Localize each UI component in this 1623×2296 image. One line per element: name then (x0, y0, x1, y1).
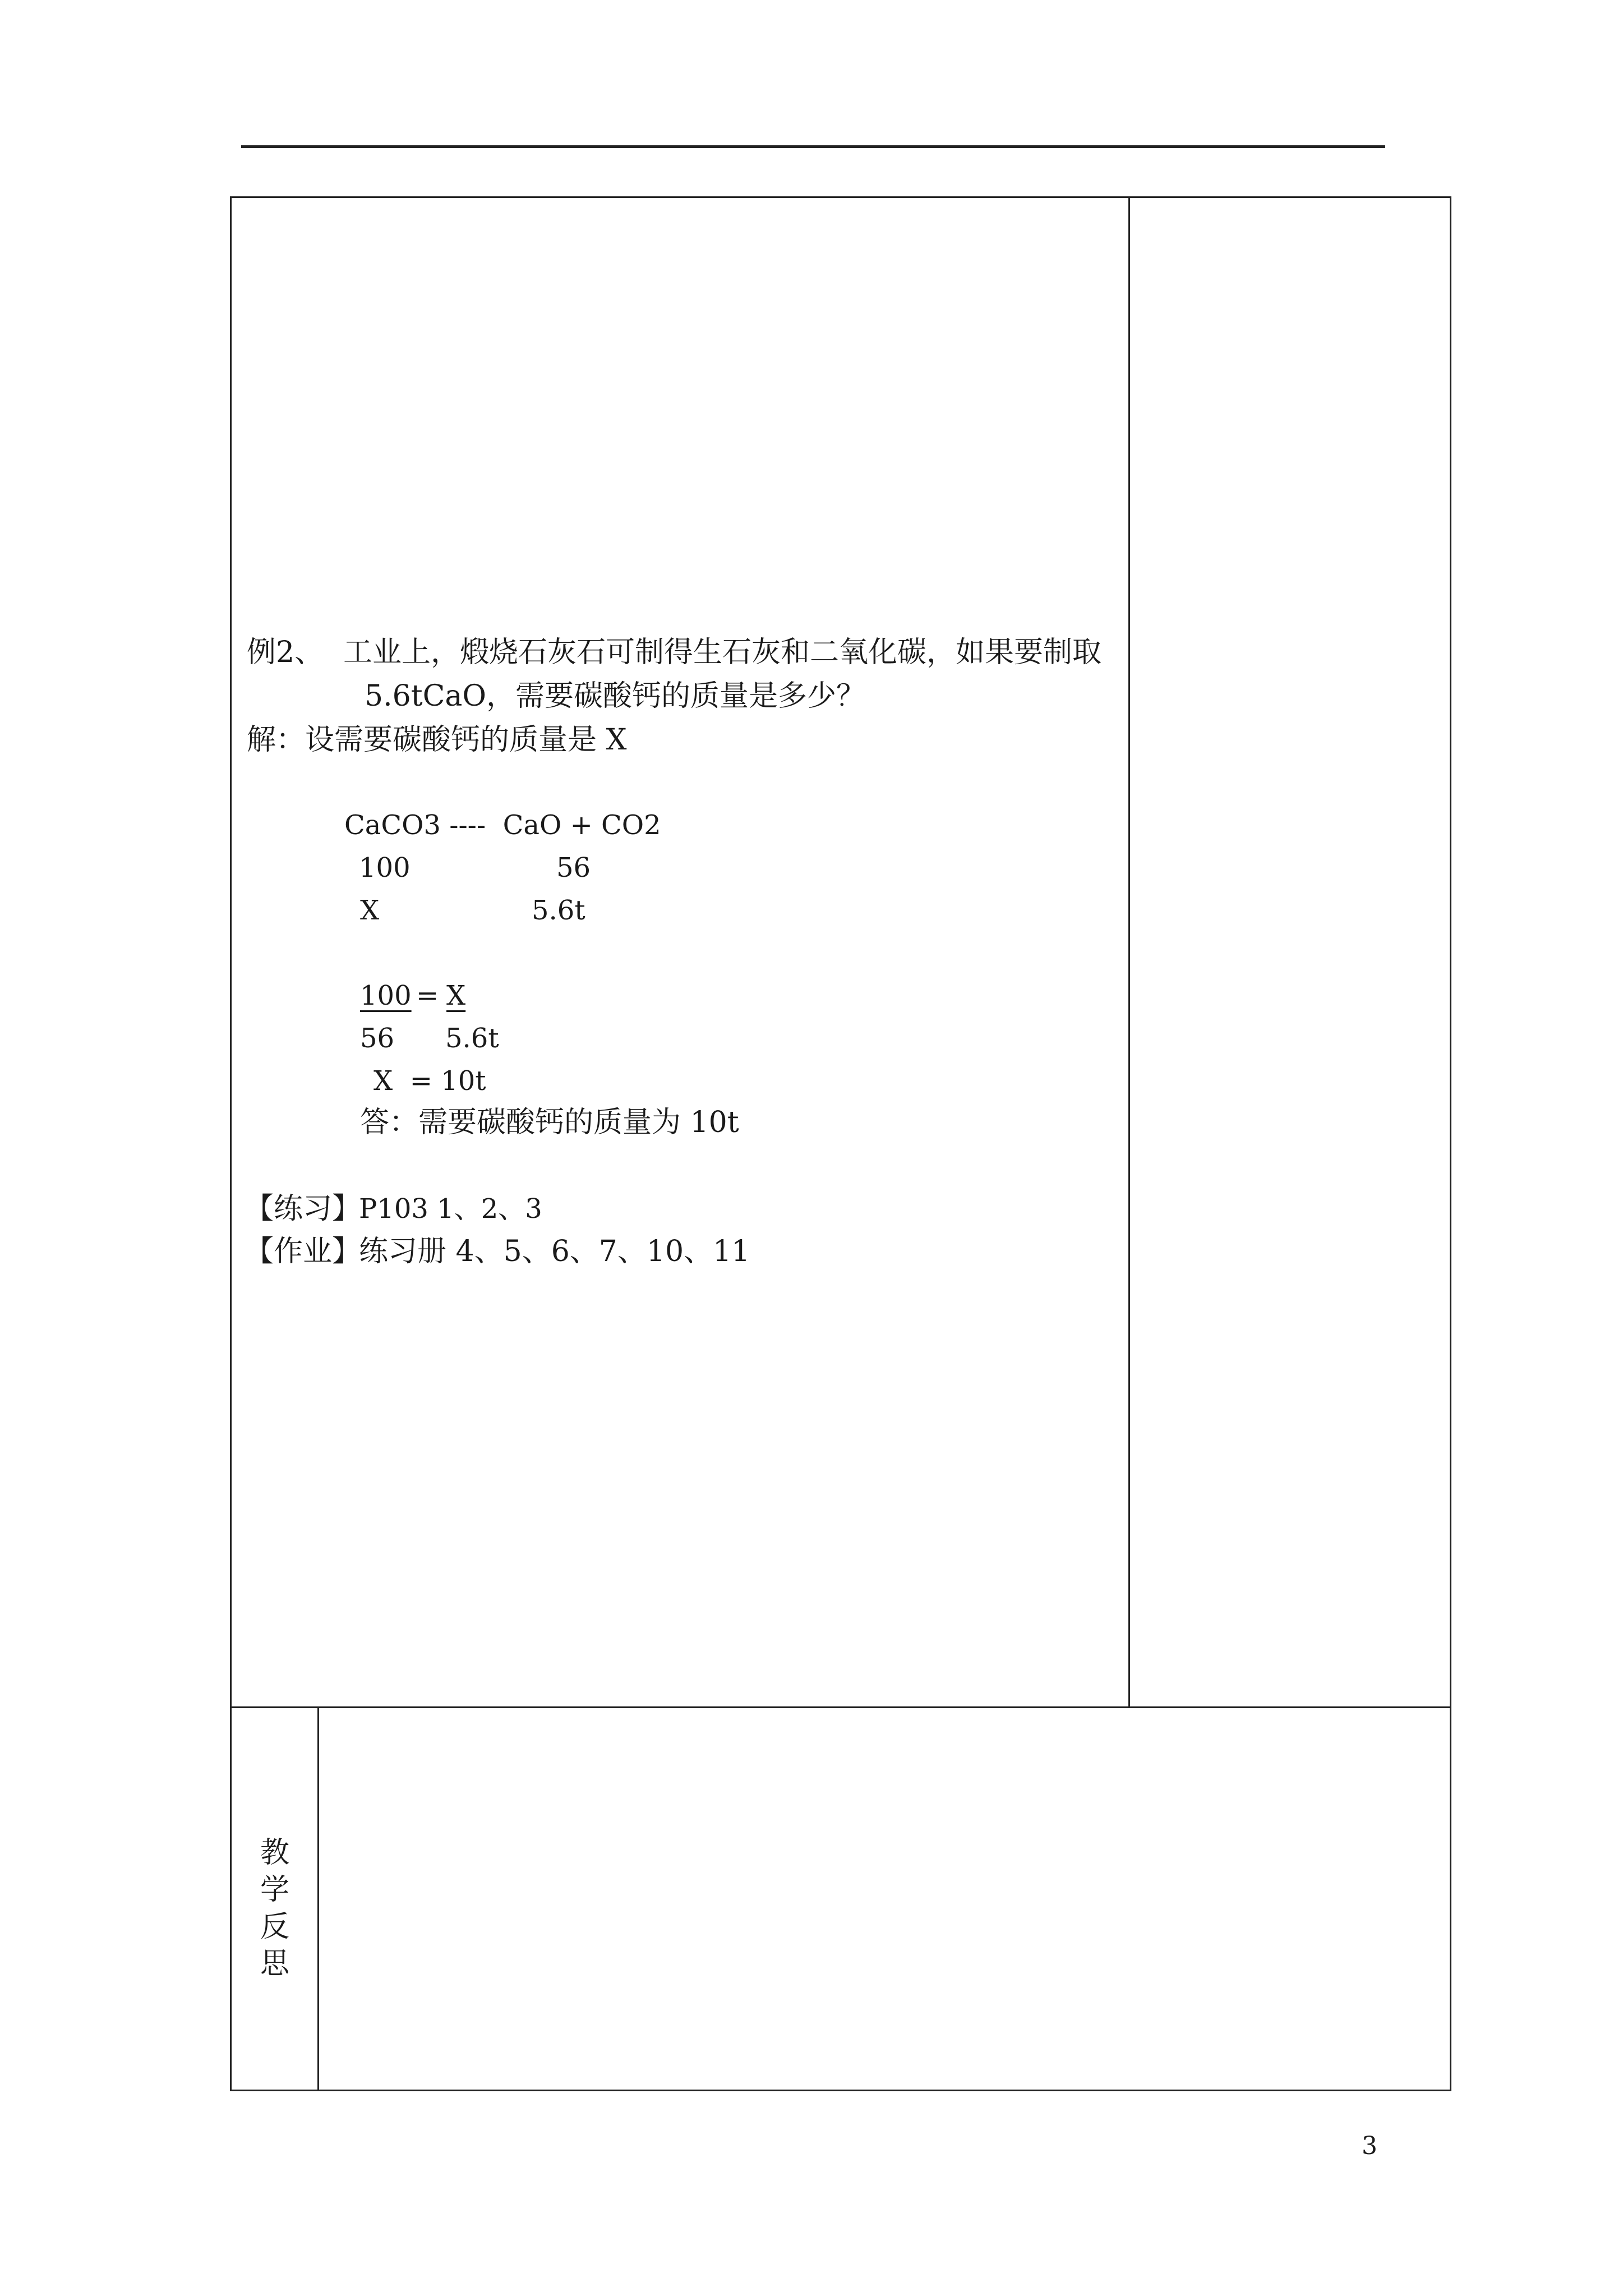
reaction-equation: CaCO3 ---- CaO + CO2 (344, 809, 661, 841)
proportion-equals: = (416, 980, 439, 1011)
example-question-line2: 5.6tCaO，需要碳酸钙的质量是多少？ (365, 679, 866, 713)
known-mass: 5.6t (532, 895, 585, 926)
proportion-denominator-right: 5.6t (445, 1023, 499, 1054)
answer-line: 答：需要碳酸钙的质量为 10t (360, 1106, 739, 1139)
reflection-row-divider (230, 1706, 1451, 1708)
reflection-label-divider (317, 1706, 319, 2091)
proportion-numerator-right: X (446, 980, 466, 1011)
result-line: X = 10t (374, 1065, 486, 1097)
lesson-table (230, 196, 1451, 2091)
solution-setup: 解：设需要碳酸钙的质量是 X (247, 723, 627, 757)
header-rule (241, 145, 1385, 148)
reflection-label: 教 学 反 思 (260, 1836, 289, 1981)
practice-label: 【练习】 (245, 1192, 362, 1226)
page-number: 3 (1362, 2132, 1377, 2160)
molar-mass-caco3: 100 (359, 852, 411, 884)
proportion-numerator-left: 100 (360, 980, 412, 1011)
proportion-denominator-left: 56 (360, 1023, 395, 1054)
practice-text: P103 1、2、3 (359, 1193, 542, 1225)
example-question-line1: 工业上，煅烧石灰石可制得生石灰和二氧化碳，如果要制取 (343, 636, 1102, 669)
unknown-mass: X (360, 895, 380, 926)
notes-column-divider (1128, 196, 1130, 1708)
molar-mass-cao: 56 (556, 852, 591, 884)
example-label: 例2、 (247, 636, 324, 669)
homework-text: 练习册 4、5、6、7、10、11 (359, 1235, 750, 1268)
homework-label: 【作业】 (245, 1235, 362, 1268)
